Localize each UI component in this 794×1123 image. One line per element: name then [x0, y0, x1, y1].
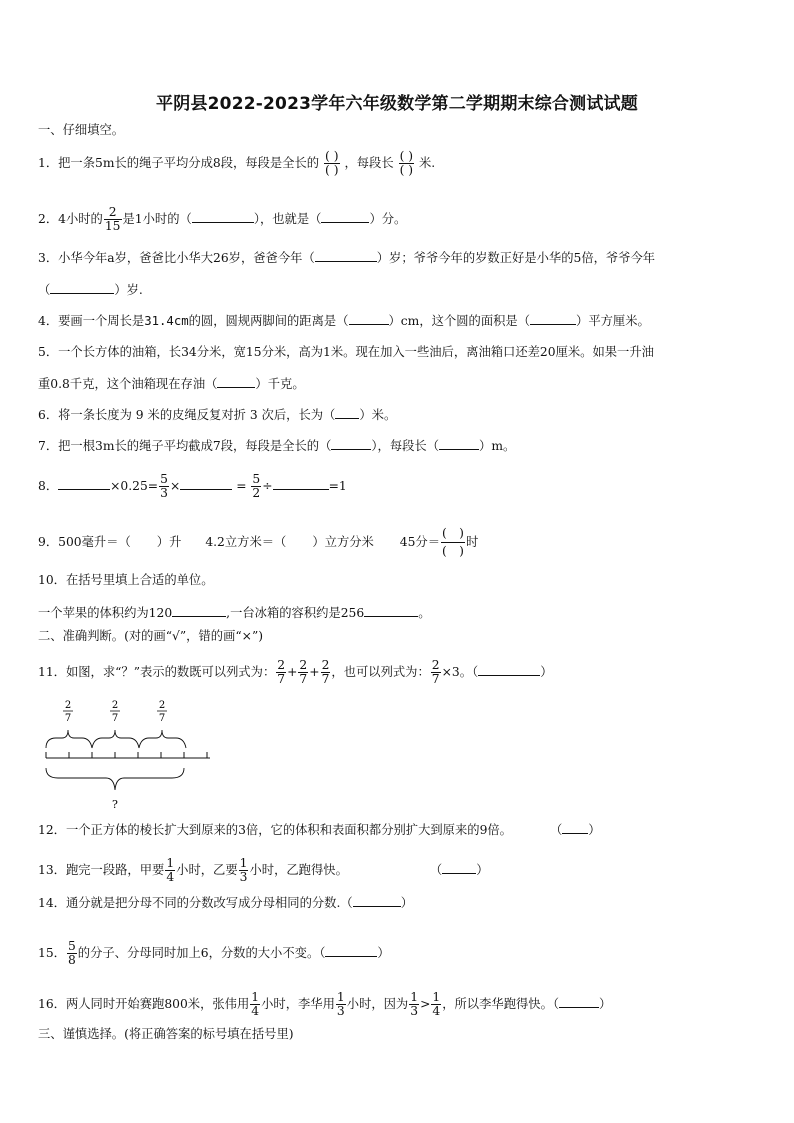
question-10: 10．在括号里填上合适的单位。: [38, 573, 214, 587]
number-line: [46, 752, 210, 758]
section-1-heading: 一、仔细填空。: [38, 123, 125, 137]
q11-diagram: [38, 694, 218, 814]
q16-blank[interactable]: [559, 995, 599, 1008]
diagram-frac-den-2: 7: [111, 713, 119, 724]
question-8: 8． ×0.25= $\frac{5}{3}$ × = $\frac{5}{2}$ ÷ =1: [38, 472, 347, 500]
question-3-line-1: 3．小华今年a岁，爸爸比小华大26岁，爸爸今年（ ）岁；爷爷今年的岁数正好是小华的5倍，爷爷今年: [38, 251, 656, 265]
q8-fraction-1: $\frac{5}{3}$: [160, 472, 168, 500]
q8-blank-2[interactable]: [180, 477, 232, 490]
q1-text-a: 1．把一条5m长的绳子平均分成8段，每段是全长的: [38, 156, 320, 170]
diagram-question-mark: ?: [112, 798, 118, 811]
q11-blank[interactable]: [478, 663, 540, 676]
section-2-heading: 二、准确判断。(对的画“√”，错的画“×”): [38, 629, 264, 643]
question-12: 12．一个正方体的棱长扩大到原来的3倍，它的体积和表面积都分别扩大到原来的9倍。 （ ）: [38, 823, 601, 837]
q5-blank[interactable]: [217, 375, 255, 388]
question-16: 16．两人同时开始赛跑800米，张伟用 $\frac{1}{4}$ 小时，李华用 $\frac{1}{3}$ 小时，因为 $\frac{1}{3}$ > $\frac{1}{4}$ ，所以李华跑得快。（ ）: [38, 990, 612, 1018]
q2-fraction: $\frac{2}{15}$: [104, 205, 121, 233]
page-title: 平阴县2022-2023学年六年级数学第二学期期末综合测试试题: [156, 94, 638, 114]
question-5-line-2: 重0.8千克，这个油箱现在存油（ ）千克。: [38, 377, 305, 391]
q1-fraction-blank-1[interactable]: $\frac{( )}{( )}$: [325, 149, 339, 177]
diagram-frac-num-1: 2: [64, 700, 72, 711]
q10-blank-1[interactable]: [172, 604, 226, 617]
section-3-heading: 三、谨慎选择。(将正确答案的标号填在括号里): [38, 1027, 294, 1041]
q13-blank[interactable]: [442, 861, 476, 874]
question-7: 7．把一根3m长的绳子平均截成7段，每段是全长的（ ），每段长（ ）m。: [38, 439, 516, 453]
q4-blank-1[interactable]: [349, 312, 389, 325]
bottom-brace: [46, 768, 184, 790]
diagram-frac-num-3: 2: [158, 700, 166, 711]
q8-blank-1[interactable]: [58, 477, 110, 490]
diagram-frac-num-2: 2: [111, 700, 119, 711]
q12-blank[interactable]: [562, 821, 588, 834]
top-braces: [46, 730, 186, 748]
q4-blank-2[interactable]: [530, 312, 576, 325]
question-15: 15． $\frac{5}{8}$ 的分子、分母同时加上6，分数的大小不变。（ ）: [38, 939, 390, 967]
q2-blank-2[interactable]: [321, 210, 369, 223]
q3-blank-2[interactable]: [50, 281, 114, 294]
question-4: 4．要画一个周长是31.4cm的圆，圆规两脚间的距离是（ ）cm，这个圆的面积是（ ）平方厘米。: [38, 314, 650, 328]
q3-blank-1[interactable]: [315, 249, 377, 262]
question-13: 13．跑完一段路，甲要 $\frac{1}{4}$ 小时，乙要 $\frac{1}{3}$ 小时，乙跑得快。 （ ）: [38, 856, 489, 884]
q15-blank[interactable]: [325, 944, 377, 957]
q14-blank[interactable]: [353, 894, 401, 907]
question-1: [38, 150, 435, 177]
question-6: 6．将一条长度为 9 米的皮绳反复对折 3 次后，长为（ ）米。: [38, 408, 397, 422]
q2-blank-1[interactable]: [192, 210, 254, 223]
q1-text-b: ，每段长: [344, 156, 394, 170]
q10-blank-2[interactable]: [364, 604, 418, 617]
diagram-frac-den-1: 7: [64, 713, 72, 724]
question-5-line-1: 5．一个长方体的油箱，长34分米，宽15分米，高为1米。现在加入一些油后，离油箱口还差20厘米。如果一升油: [38, 345, 654, 359]
question-3-line-2: （ ）岁.: [38, 283, 143, 297]
q1-fraction-blank-2[interactable]: $\frac{( )}{( )}$: [399, 149, 414, 177]
q6-blank[interactable]: [335, 406, 359, 419]
q7-blank-1[interactable]: [331, 437, 371, 450]
q7-blank-2[interactable]: [439, 437, 479, 450]
question-2: 2．4小时的 $\frac{2}{15}$ 是1小时的（ ），也就是（ ）分。: [38, 205, 407, 233]
question-11: 11．如图，求“？”表示的数既可以列式为： $\frac{2}{7}$ + $\frac{2}{7}$ + $\frac{2}{7}$ ，也可以列式为： $\frac{2}{7}$ ×3。（ ）: [38, 658, 553, 686]
q1-text-c: 米.: [419, 156, 436, 170]
question-9: 9．500毫升＝（ ）升 4.2立方米＝（ ）立方分米 45分＝ $\frac{( )}{( )}$ 时: [38, 526, 479, 558]
q8-fraction-2: $\frac{5}{2}$: [252, 472, 261, 500]
question-10-body: 一个苹果的体积约为120 ,一台冰箱的容积约是256 。: [38, 606, 431, 620]
q4-circumference: 31.4cm: [144, 314, 189, 328]
diagram-frac-den-3: 7: [158, 713, 166, 724]
question-14: 14．通分就是把分母不同的分数改写成分母相同的分数.（ ）: [38, 896, 413, 910]
q9-fraction-blank[interactable]: $\frac{( )}{( )}$: [442, 526, 464, 558]
q8-blank-3[interactable]: [273, 477, 329, 490]
